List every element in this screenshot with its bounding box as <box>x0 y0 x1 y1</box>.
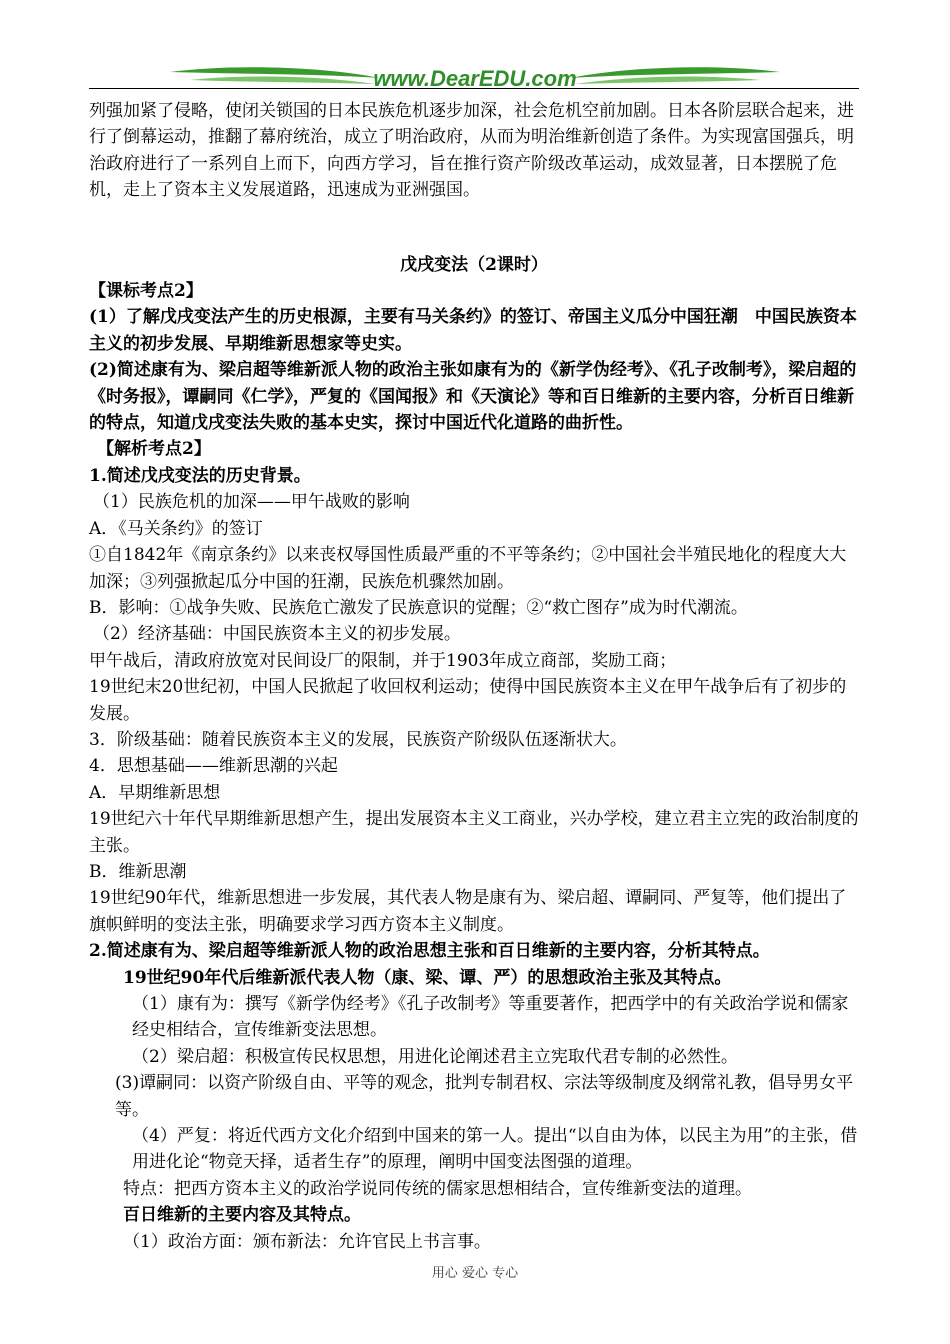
question-2-subtitle: 19世纪90年代后维新派代表人物（康、梁、谭、严）的思想政治主张及其特点。 <box>123 967 732 988</box>
body-line: 19世纪六十年代早期维新思想产生，提出发展资本主义工商业，兴办学校，建立君主立宪的政治制度的主张。 <box>89 809 859 856</box>
question-2-title: 2.简述康有为、梁启超等维新派人物的政治思想主张和百日维新的主要内容，分析其特点。 <box>89 941 770 962</box>
logo-left-swoosh-2 <box>190 77 375 84</box>
section-title: 戊戌变法（2课时） <box>400 254 548 275</box>
person-item: （1）康有为：撰写《新学伪经考》《孔子改制考》等重要著作，把西学中的有关政治学说和儒家经史相结合，宣传维新变法思想。 <box>132 994 849 1041</box>
kaodian-item-2: (2)简述康有为、梁启超等维新派人物的政治主张如康有为的《新学伪经考》、《孔子改制考》，梁启超的《时务报》，谭嗣同《仁学》，严复的《国闻报》和《天演论》等和百日维新的主要内容，分析百日维新的特点，知道戊戌变法失败的基本史实，探讨中国近代化道路的曲折性。 <box>89 360 857 434</box>
document-body <box>89 98 859 1255</box>
feature-line: 特点：把西方资本主义的政治学说同传统的儒家思想相结合，宣传维新变法的道理。 <box>123 1178 752 1199</box>
body-line: 3．阶级基础：随着民族资本主义的发展，民族资产阶级队伍逐渐状大。 <box>89 729 627 750</box>
logo-left-swoosh <box>170 67 380 78</box>
body-line: ①自1842年《南京条约》以来丧权辱国性质最严重的不平等条约；②中国社会半殖民地化的程度大大加深；③列强掀起瓜分中国的狂潮，民族危机骤然加剧。 <box>89 545 847 592</box>
jiexi-label: 【解析考点2】 <box>97 439 211 460</box>
body-line: A．《马关条约》的签订 <box>89 518 263 539</box>
person-item: （2）梁启超：积极宣传民权思想，用进化论阐述君主立宪取代君专制的必然性。 <box>132 1046 738 1067</box>
person-item: (3)谭嗣同：以资产阶级自由、平等的观念，批判专制君权、宗法等级制度及纲常礼教，倡导男女平等。 <box>115 1073 854 1120</box>
bairi-item-1: （1）政治方面：颁布新法：允许官民上书言事。 <box>123 1231 491 1252</box>
body-line: 19世纪90年代，维新思想进一步发展，其代表人物是康有为、梁启超、谭嗣同、严复等，他们提出了旗帜鲜明的变法主张，明确要求学习西方资本主义制度。 <box>89 888 847 935</box>
kaodian-item-1: (1）了解戊戌变法产生的历史根源，主要有马关条约》的签订、帝国主义瓜分中国狂潮 中国民族资本主义的初步发展、早期维新思想家等史实。 <box>89 307 857 354</box>
page-footer: 用心 爱心 专心 <box>431 1266 519 1281</box>
question-1-title: 1.简述戊戌变法的历史背景。 <box>89 465 311 486</box>
body-line: （2）经济基础：中国民族资本主义的初步发展。 <box>93 624 461 645</box>
kaodian-label: 【课标考点2】 <box>89 281 203 302</box>
header-rule <box>89 88 859 89</box>
logo-right-swoosh-2 <box>575 77 760 84</box>
body-line: 19世纪末20世纪初，中国人民掀起了收回权利运动；使得中国民族资本主义在甲午战争后有了初步的发展。 <box>89 677 847 724</box>
logo-right-swoosh <box>570 67 780 78</box>
intro-paragraph: 列强加紧了侵略，使闭关锁国的日本民族危机逐步加深，社会危机空前加剧。日本各阶层联合起来，进行了倒幕运动，推翻了幕府统治，成立了明治政府，从而为明治维新创造了条件。为实现富国强兵，明治政府进行了一系列自上而下，向西方学习，旨在推行资产阶级改革运动，成效显著，日本摆脱了危机，走上了资本主义发展道路，迅速成为亚洲强国。 <box>89 101 854 201</box>
body-line: A．早期维新思想 <box>89 782 221 803</box>
body-line: （1）民族危机的加深——甲午战败的影响 <box>93 492 410 513</box>
body-line: 甲午战后，清政府放宽对民间设厂的限制，并于1903年成立商部，奖励工商； <box>89 650 677 671</box>
bairi-title: 百日维新的主要内容及其特点。 <box>123 1205 361 1226</box>
person-item: （4）严复：将近代西方文化介绍到中国来的第一人。提出“以自由为体，以民主为用”的主张，借用进化论“物竞天择，适者生存”的原理，阐明中国变法图强的道理。 <box>132 1126 858 1173</box>
logo-text: www.DearEDU.com <box>373 66 577 91</box>
body-line: 4．思想基础——维新思潮的兴起 <box>89 756 338 777</box>
body-line: B．影响：①战争失败、民族危亡激发了民族意识的觉醒；②“救亡图存”成为时代潮流。 <box>89 597 748 618</box>
spacer <box>89 204 859 252</box>
dearedu-logo <box>170 60 780 100</box>
body-line: B．维新思潮 <box>89 861 187 882</box>
